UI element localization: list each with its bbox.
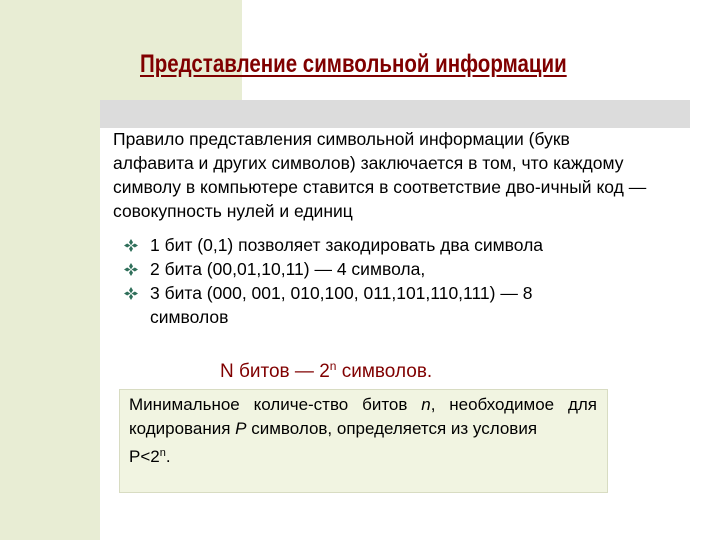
diamond-bullet-icon: [124, 263, 138, 276]
bullet-text: 2 бита (00,01,10,11) — 4 символа,: [150, 259, 426, 279]
definition-text: [129, 393, 597, 441]
formula-prefix: N битов — 2: [220, 361, 330, 382]
inequality-formula: [129, 441, 597, 469]
inequality-exponent: n: [159, 447, 166, 459]
slide-title: Представление символьной информации: [140, 50, 567, 78]
bullet-list: [124, 233, 604, 329]
bullet-text: 1 бит (0,1) позволяет закодировать два символа: [150, 235, 544, 255]
inequality-end: .: [165, 447, 171, 466]
variable-n: n: [421, 395, 431, 414]
inequality-base: P<2: [129, 447, 160, 466]
diamond-bullet-icon: [124, 287, 138, 300]
definition-part: символов, определяется из условия: [246, 419, 538, 438]
diamond-bullet-icon: [124, 239, 138, 252]
intro-paragraph: Правило представления символьной информации (букв алфавита и других символов) заключается в том, что каждому символу в компьютере ставится в соответствие дво-ичный код — совокупность нулей и единиц: [113, 129, 647, 221]
bits-formula: [220, 352, 432, 386]
definition-part: Минимальное количе-ство битов: [129, 395, 422, 414]
formula-exponent: n: [329, 359, 337, 373]
variable-p: P: [235, 419, 247, 438]
bullet-item: [124, 281, 604, 329]
definition-box: [119, 389, 608, 493]
formula-suffix: символов.: [336, 361, 433, 382]
bullet-text: 3 бита (000, 001, 010,100, 011,101,110,111) — 8 символов: [150, 283, 533, 327]
definition-part: , необходимое для кодирования: [129, 395, 597, 438]
title-divider-bar: [100, 100, 690, 128]
bullet-item: [124, 233, 604, 257]
bullet-item: [124, 257, 604, 281]
left-decor-panel: [0, 0, 100, 540]
